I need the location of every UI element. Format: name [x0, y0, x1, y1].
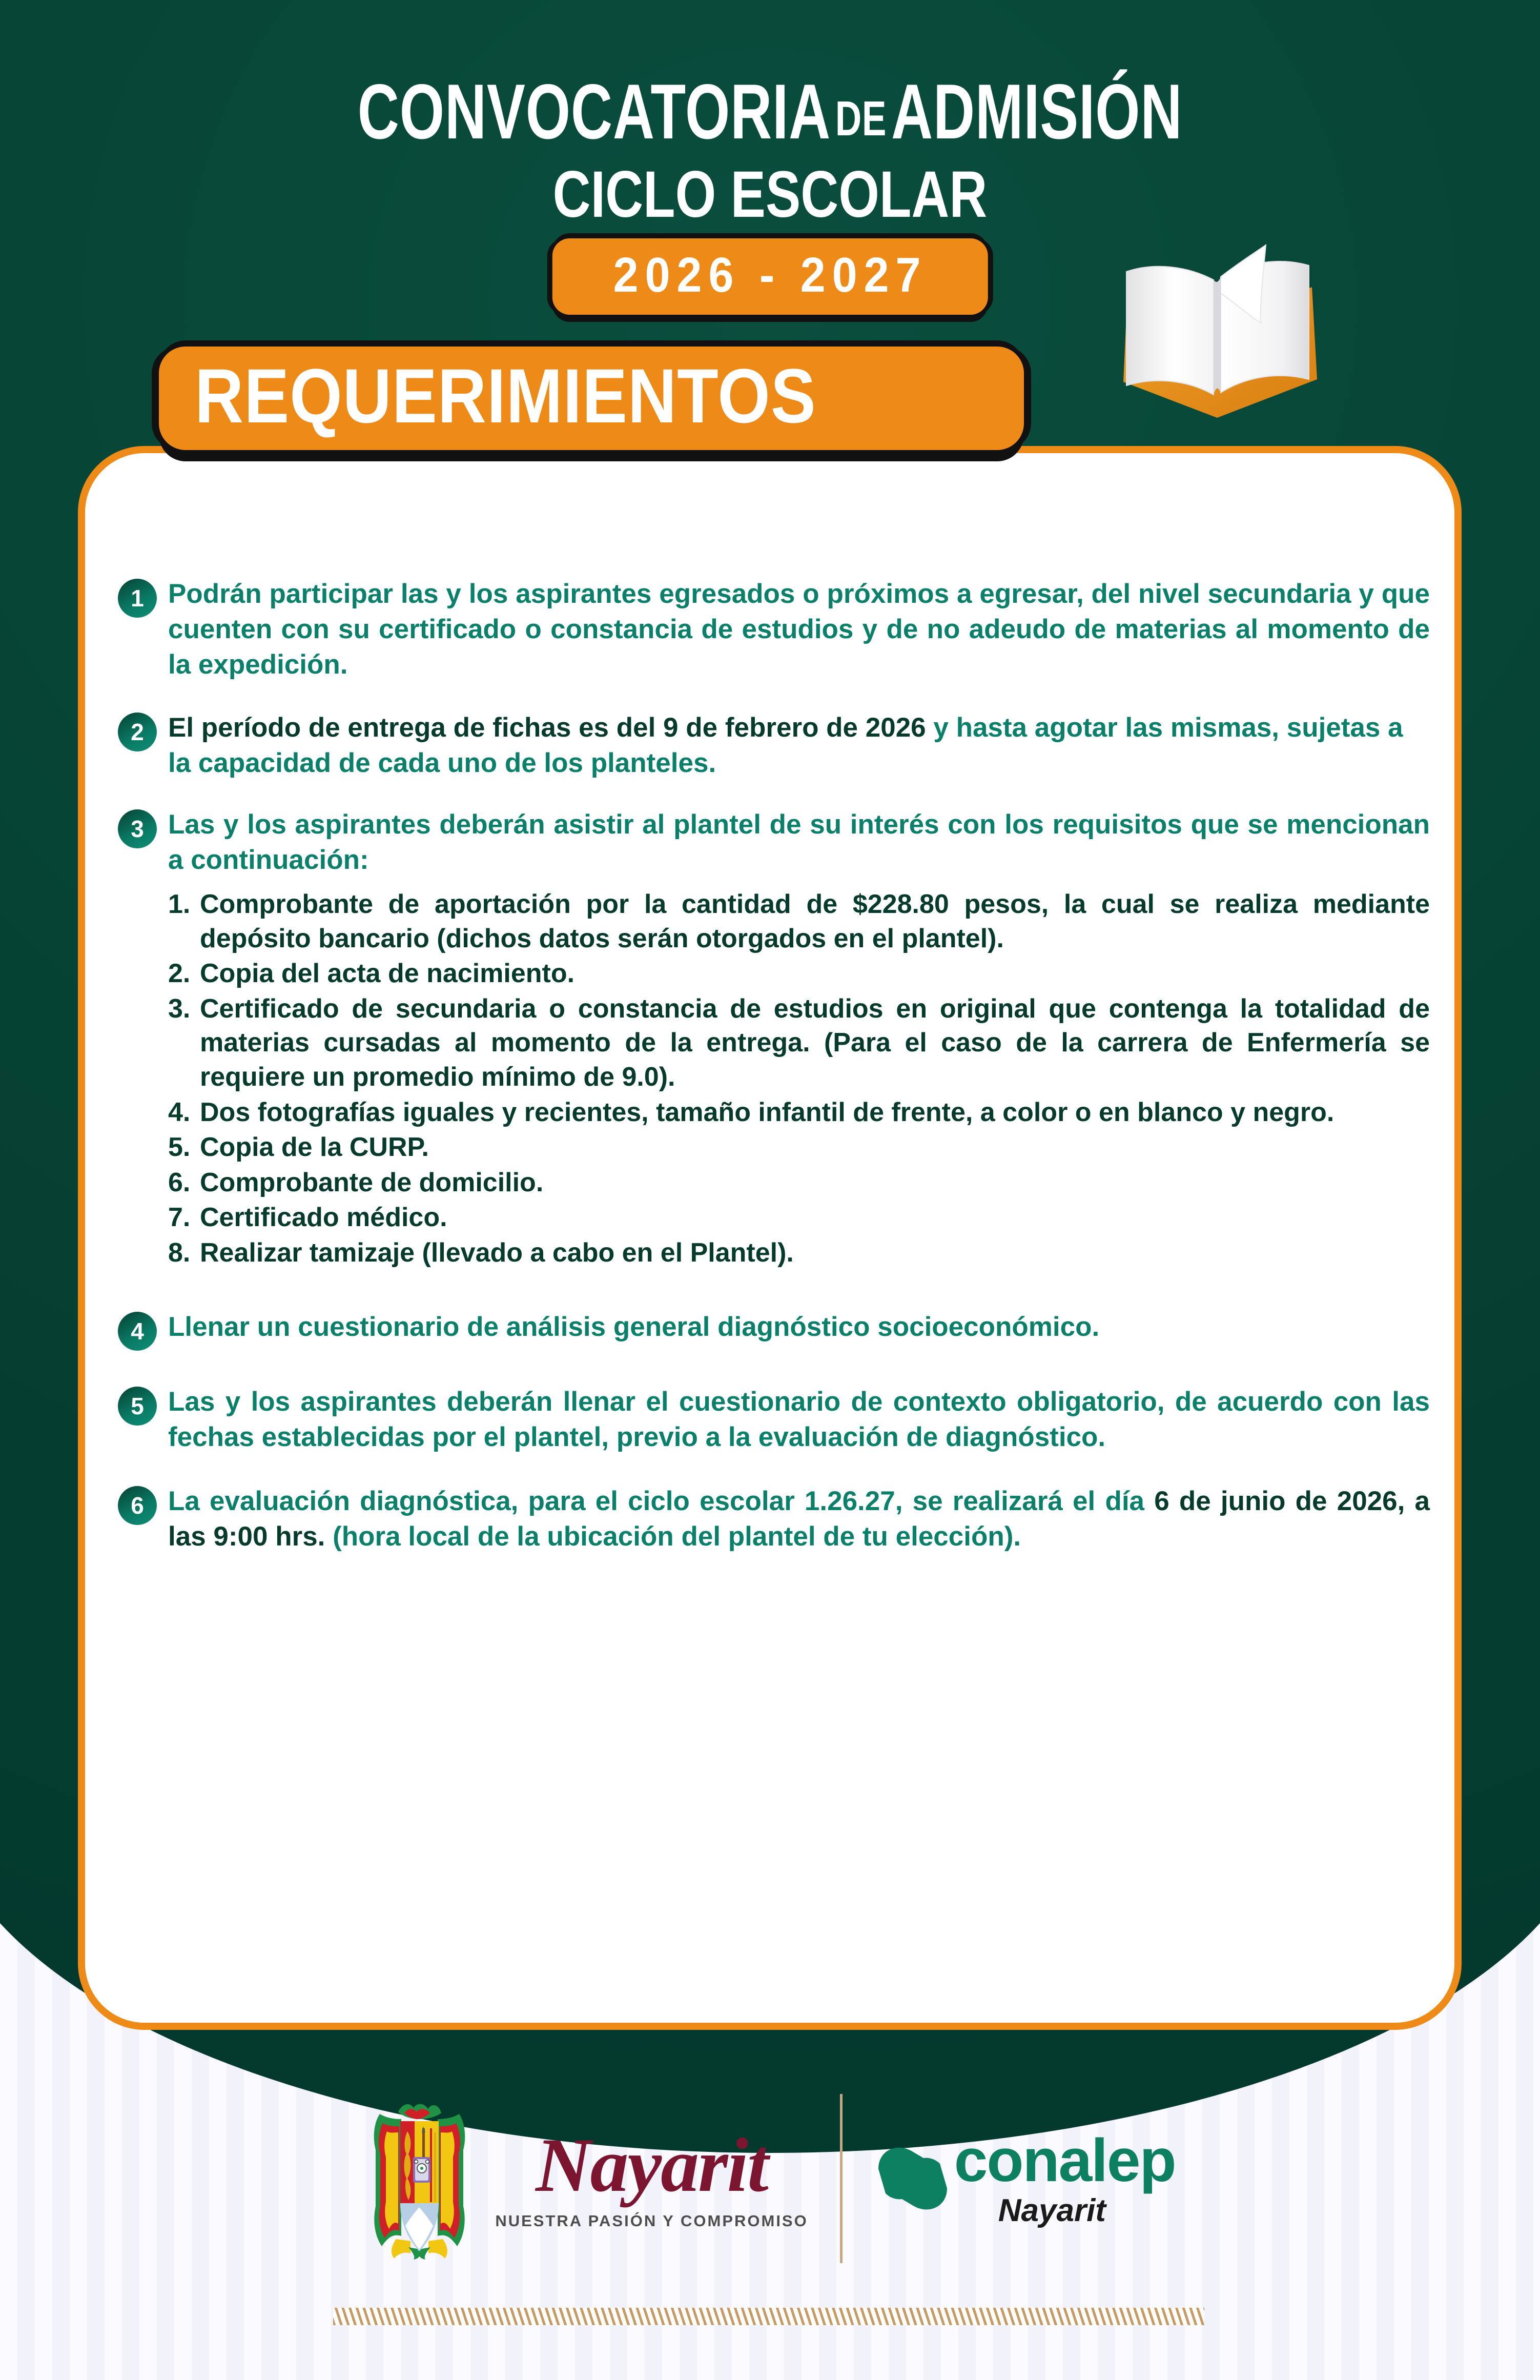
sublist-item: [168, 1166, 1430, 1200]
sublist-item: [168, 1095, 1430, 1130]
title-convocatoria: CONVOCATORIA: [357, 68, 831, 155]
title-admision: ADMISIÓN: [891, 68, 1183, 155]
title-de: DE: [835, 91, 887, 146]
item-number-badge: 5: [118, 1387, 157, 1426]
year-range-label: 2026 - 2027: [612, 248, 928, 302]
item-text: Podrán participar las y los aspirantes egresados o próximos a egresar, del nivel secundaria y que cuenten con su certificado o constancia de estudios y de no adeudo de materias al momento de la expedición.: [168, 579, 1430, 680]
year-range-badge: [552, 238, 988, 315]
hatched-decor-band: [333, 2308, 1204, 2325]
list-item: [118, 807, 1430, 878]
sublist-number: 7.: [168, 1203, 191, 1233]
nayarit-logo: [495, 2123, 808, 2230]
sublist-text: Comprobante de domicilio.: [200, 1167, 544, 1197]
nayarit-coat-of-arms-icon: [364, 2097, 475, 2261]
requirement-sublist: [168, 887, 1430, 1270]
sublist-number: 4.: [168, 1097, 191, 1127]
list-item: [118, 577, 1430, 683]
requirements-list: [118, 577, 1430, 1577]
sublist-item: [168, 1201, 1430, 1235]
item-text: Las y los aspirantes deberán asistir al plantel de su interés con los requisitos que se mencionan a continuación:: [168, 809, 1430, 876]
sublist-item: [168, 1130, 1430, 1165]
list-item: [118, 1484, 1430, 1555]
ribbon-shape: [159, 347, 1024, 450]
year-pill: [552, 238, 988, 315]
item-text-highlight: El período de entrega de fichas es del 9 de febrero de 2026: [168, 712, 926, 743]
nayarit-tagline: NUESTRA PASIÓN Y COMPROMISO: [495, 2212, 808, 2230]
item-number-badge: 6: [118, 1486, 157, 1525]
sublist-item: [168, 887, 1430, 955]
item-text-post: (hora local de la ubicación del plantel de tu elección).: [325, 1521, 1021, 1552]
section-title-requerimientos: REQUERIMIENTOS: [195, 353, 816, 439]
sublist-text: Comprobante de aportación por la cantidad de $228.80 pesos, la cual se realiza mediante depósito bancario (dichos datos serán otorgados en el plantel).: [200, 889, 1430, 953]
page-title-line-2: CICLO ESCOLAR: [552, 158, 988, 231]
sublist-number: 3.: [168, 993, 191, 1024]
item-text: [168, 1484, 1430, 1555]
sublist-text: Copia de la CURP.: [200, 1132, 429, 1163]
item-text-rest: y hasta agotar las mismas, sujetas a la capacidad de cada uno de los planteles.: [168, 712, 1403, 778]
item-text-highlight: 6 de junio de 2026, a las 9:00 hrs.: [168, 1486, 1430, 1552]
conalep-state-label: Nayarit: [998, 2193, 1106, 2228]
list-item: [118, 1310, 1430, 1351]
sublist-number: 2.: [168, 959, 191, 989]
list-item: [118, 1385, 1430, 1455]
item-number-badge: 1: [118, 579, 157, 618]
sublist-item: [168, 957, 1430, 991]
item-number-badge: 4: [118, 1312, 157, 1351]
item-text: Llenar un cuestionario de análisis general diagnóstico socioeconómico.: [168, 1312, 1100, 1342]
item-number-badge: 2: [118, 713, 157, 751]
sublist-text: Dos fotografías iguales y recientes, tamaño infantil de frente, a color o en blanco y negro.: [200, 1097, 1334, 1127]
footer-logos: [0, 2094, 1540, 2263]
item-text: Las y los aspirantes deberán llenar el cuestionario de contexto obligatorio, de acuerdo con las fechas establecidas por el plantel, previo a la evaluación de diagnóstico.: [168, 1387, 1430, 1453]
sublist-text: Certificado médico.: [200, 1203, 447, 1233]
logo-divider: [840, 2094, 843, 2263]
conalep-wordmark: conalep: [954, 2127, 1176, 2194]
poster-header: [0, 0, 1540, 231]
item-text-pre: La evaluación diagnóstica, para el ciclo escolar 1.26.27, se realizará el día: [168, 1486, 1155, 1517]
sublist-number: 1.: [168, 889, 191, 920]
conalep-mark-icon: [874, 2140, 951, 2217]
sublist-number: 6.: [168, 1167, 191, 1197]
sublist-text: Realizar tamizaje (llevado a cabo en el Plantel).: [200, 1237, 794, 1268]
sublist-item: [168, 992, 1430, 1094]
list-item: [118, 710, 1430, 781]
section-ribbon: [159, 347, 1024, 450]
page-title-line-1: [200, 68, 1340, 155]
sublist-number: 8.: [168, 1237, 191, 1268]
sublist-item: [168, 1236, 1430, 1270]
item-text: [168, 710, 1430, 781]
item-number-badge: 3: [118, 809, 157, 848]
open-book-icon: [1097, 226, 1338, 441]
sublist-number: 5.: [168, 1132, 191, 1163]
conalep-logo: [874, 2127, 1176, 2228]
sublist-text: Certificado de secundaria o constancia de estudios en original que contenga la totalidad de materias cursadas al momento de la entrega. (Para el caso de la carrera de Enfermería se requiere un promedio mínimo de 9.0).: [200, 993, 1430, 1092]
conalep-text-block: [954, 2127, 1176, 2228]
sublist-text: Copia del acta de nacimiento.: [200, 959, 575, 989]
nayarit-wordmark: Nayarit: [536, 2123, 768, 2208]
